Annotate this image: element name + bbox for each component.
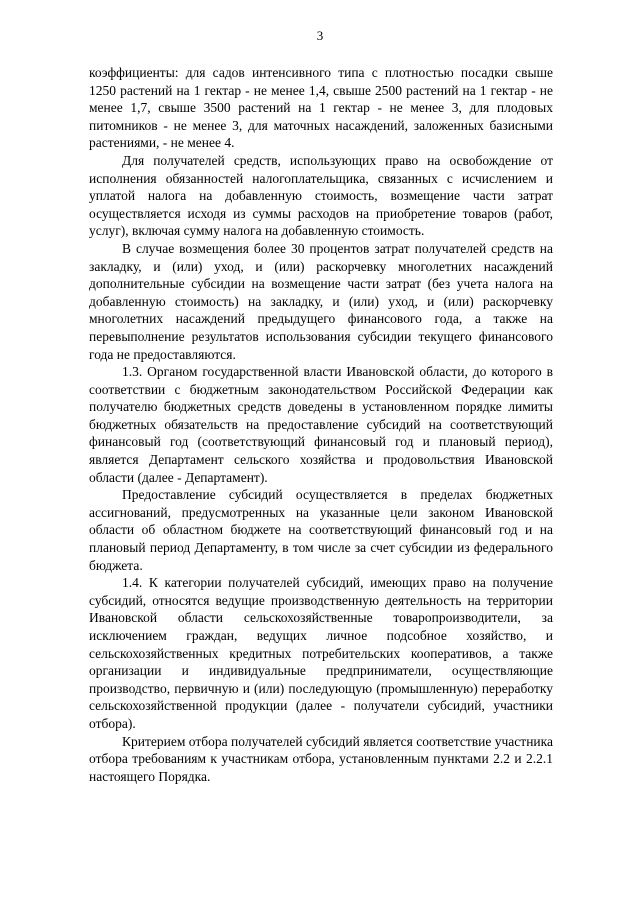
page-number: 3 [316,28,324,43]
document-body [89,64,553,785]
paragraph-coefficients: коэффициенты: для садов интенсивного типа с плотностью посадки свыше 1250 растений на 1 гектар - не менее 1,4, свыше 2500 растений на 1 гектар - не менее 1,7, свыше 3500 растений на 1 гектар - не менее 3, для плодовых питомников - не менее 3, для маточных насаждений, заложенных базисными растениями, - не менее 4. [89,65,553,151]
paragraph-budget-allocations: Предоставление субсидий осуществляется в пределах бюджетных ассигнований, предусмотренных на указанные цели законом Ивановской области об областном бюджете на соответствующий финансовый год и на плановый период Департаменту, в том числе за счет субсидии из федерального бюджета. [89,487,553,573]
paragraph-selection-criterion: Критерием отбора получателей субсидий является соответствие участника отбора требованиям к участникам отбора, установленным пунктами 2.2 и 2.2.1 настоящего Порядка. [89,733,553,784]
paragraph-section-1-3: 1.3. Органом государственной власти Ивановской области, до которого в соответствии с бюджетным законодательством Российской Федерации как получателю бюджетных средств доведены в установленном порядке лимиты бюджетных обязательств на предоставление субсидий на соответствующий финансовый год (соответствующий финансовый год и плановый период), является Департамент сельского хозяйства и продовольствия Ивановской области (далее - Департамент). [89,364,553,485]
paragraph-section-1-4: 1.4. К категории получателей субсидий, имеющих право на получение субсидий, относятся ведущие производственную деятельность на территории Ивановской области сельскохозяйственные товаропроизводители, за исключением граждан, ведущих личное подсобное хозяйство, и сельскохозяйственных кредитных потребительских кооперативов, а также организации и индивидуальные предприниматели, осуществляющие производство, первичную и (или) последующую (промышленную) переработку сельскохозяйственной продукции (далее - получатели субсидий, участники отбора). [89,575,553,731]
paragraph-vat-exemption: Для получателей средств, использующих право на освобождение от исполнения обязанностей налогоплательщика, связанных с исчислением и уплатой налога на добавленную стоимость, возмещение части затрат осуществляется исходя из суммы расходов на приобретение товаров (работ, услуг), включая сумму налога на добавленную стоимость. [89,152,553,239]
paragraph-additional-subsidies: В случае возмещения более 30 процентов затрат получателей средств на закладку, и (или) уход, и (или) раскорчевку многолетних насаждений дополнительные субсидии на возмещение части затрат (без учета налога на добавленную стоимость) на закладку, и (или) уход, и (или) раскорчевку многолетних насаждений предыдущего финансового года, а также на перевыполнение результатов использования субсидии текущего финансового года не предоставляются. [89,240,553,362]
